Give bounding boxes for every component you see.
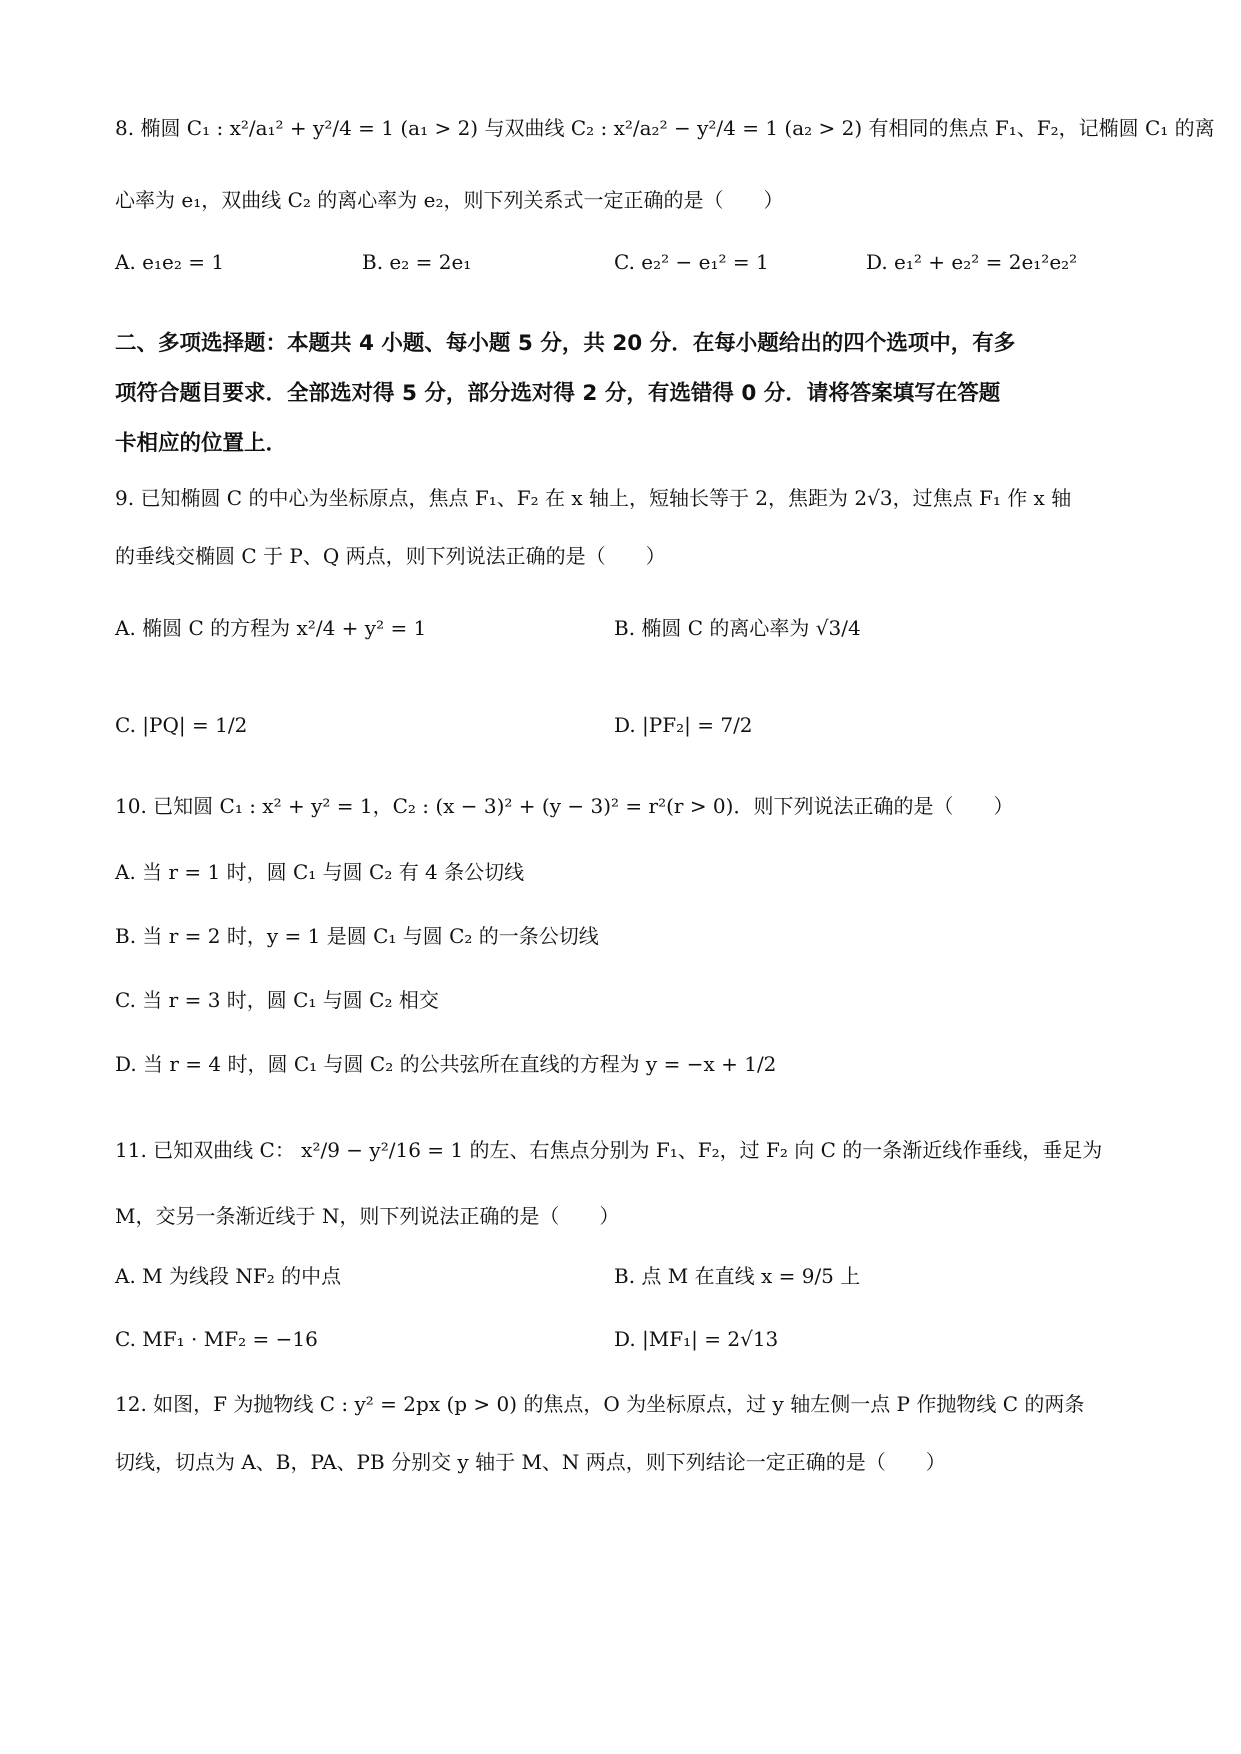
q11-option-d: D. |MF₁| = 2√13 xyxy=(614,1327,779,1351)
q9-option-b: B. 椭圆 C 的离心率为 √3/4 xyxy=(614,616,861,640)
section2-heading-line2: 项符合题目要求．全部选对得 5 分，部分选对得 2 分，有选错得 0 分．请将答案填写在答题 xyxy=(115,381,1001,406)
q11-option-c: C. MF₁ · MF₂ = −16 xyxy=(115,1327,318,1351)
q12-line2: 切线，切点为 A、B，PA、PB 分别交 y 轴于 M、N 两点，则下列结论一定正确的是（ ） xyxy=(115,1450,946,1474)
q11-line2: M，交另一条渐近线于 N，则下列说法正确的是（ ） xyxy=(115,1204,620,1228)
q9-line1: 9. 已知椭圆 C 的中心为坐标原点，焦点 F₁、F₂ 在 x 轴上，短轴长等于 2，焦距为 2√3，过焦点 F₁ 作 x 轴 xyxy=(115,486,1072,510)
q8-option-d: D. e₁² + e₂² = 2e₁²e₂² xyxy=(866,250,1078,274)
q8-option-a: A. e₁e₂ = 1 xyxy=(115,250,225,274)
q10-line1: 10. 已知圆 C₁ : x² + y² = 1，C₂ : (x − 3)² + (y − 3)² = r²(r > 0)．则下列说法正确的是（ ） xyxy=(115,794,1014,818)
section2-heading-line3: 卡相应的位置上． xyxy=(115,431,288,456)
q12-line1: 12. 如图，F 为抛物线 C : y² = 2px (p > 0) 的焦点，O 为坐标原点，过 y 轴左侧一点 P 作抛物线 C 的两条 xyxy=(115,1392,1085,1416)
q8-option-b: B. e₂ = 2e₁ xyxy=(362,250,472,274)
q10-option-b: B. 当 r = 2 时，y = 1 是圆 C₁ 与圆 C₂ 的一条公切线 xyxy=(115,924,599,948)
q8-line1: 8. 椭圆 C₁ : x²/a₁² + y²/4 = 1 (a₁ > 2) 与双曲线 C₂ : x²/a₂² − y²/4 = 1 (a₂ > 2) 有相同的焦点 F₁、F₂，记椭圆 C₁ 的离 xyxy=(115,116,1215,140)
q9-line2: 的垂线交椭圆 C 于 P、Q 两点，则下列说法正确的是（ ） xyxy=(115,544,666,568)
section2-heading-line1: 二、多项选择题：本题共 4 小题、每小题 5 分，共 20 分．在每小题给出的四个选项中，有多 xyxy=(115,331,1016,356)
q9-option-c: C. |PQ| = 1/2 xyxy=(115,713,248,737)
q11-line1: 11. 已知双曲线 C： x²/9 − y²/16 = 1 的左、右焦点分别为 F₁、F₂，过 F₂ 向 C 的一条渐近线作垂线，垂足为 xyxy=(115,1138,1103,1162)
q8-line2: 心率为 e₁，双曲线 C₂ 的离心率为 e₂，则下列关系式一定正确的是（ ） xyxy=(115,188,784,212)
q8-option-c: C. e₂² − e₁² = 1 xyxy=(614,250,769,274)
q11-option-a: A. M 为线段 NF₂ 的中点 xyxy=(115,1264,342,1288)
q10-option-c: C. 当 r = 3 时，圆 C₁ 与圆 C₂ 相交 xyxy=(115,988,439,1012)
q9-option-d: D. |PF₂| = 7/2 xyxy=(614,713,753,737)
q9-option-a: A. 椭圆 C 的方程为 x²/4 + y² = 1 xyxy=(115,616,427,640)
q10-option-a: A. 当 r = 1 时，圆 C₁ 与圆 C₂ 有 4 条公切线 xyxy=(115,860,525,884)
q11-option-b: B. 点 M 在直线 x = 9/5 上 xyxy=(614,1264,861,1288)
q10-option-d: D. 当 r = 4 时，圆 C₁ 与圆 C₂ 的公共弦所在直线的方程为 y = −x + 1/2 xyxy=(115,1052,777,1076)
